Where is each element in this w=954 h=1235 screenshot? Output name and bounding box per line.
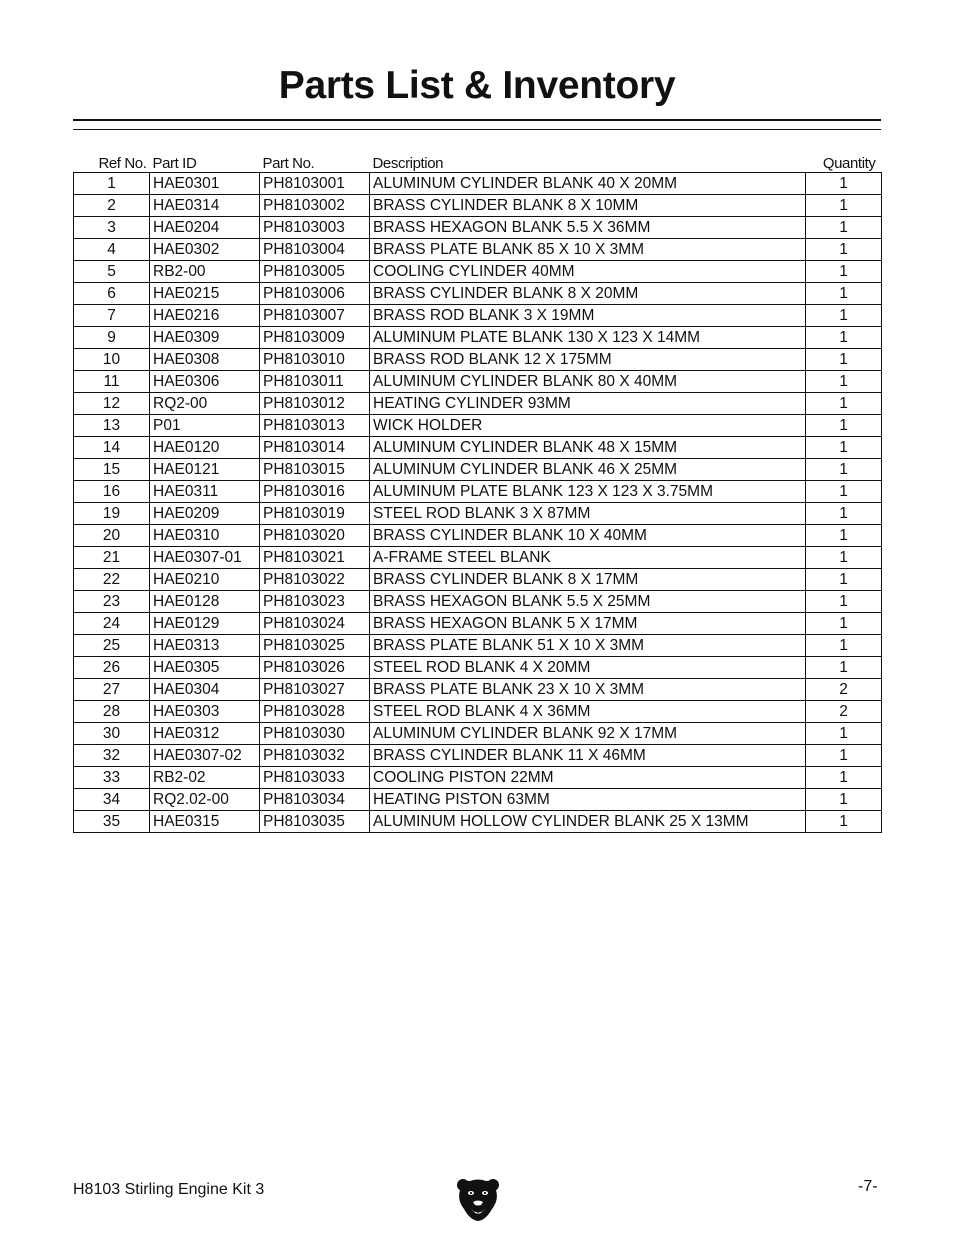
cell-ref: 20 <box>74 525 150 547</box>
cell-description: STEEL ROD BLANK 4 X 20MM <box>370 657 806 679</box>
cell-part-no: PH8103021 <box>260 547 370 569</box>
cell-part-id: HAE0305 <box>150 657 260 679</box>
cell-ref: 22 <box>74 569 150 591</box>
table-row <box>74 393 882 415</box>
cell-description: ALUMINUM CYLINDER BLANK 92 X 17MM <box>370 723 806 745</box>
cell-ref: 11 <box>74 371 150 393</box>
cell-quantity: 1 <box>806 283 882 305</box>
cell-ref: 27 <box>74 679 150 701</box>
cell-ref: 24 <box>74 613 150 635</box>
cell-part-no: PH8103027 <box>260 679 370 701</box>
cell-description: ALUMINUM PLATE BLANK 123 X 123 X 3.75MM <box>370 481 806 503</box>
footer-manual-title: H8103 Stirling Engine Kit 3 <box>73 1181 265 1198</box>
table-row <box>74 415 882 437</box>
cell-ref: 34 <box>74 789 150 811</box>
cell-part-id: HAE0310 <box>150 525 260 547</box>
cell-quantity: 1 <box>806 547 882 569</box>
cell-quantity: 1 <box>806 635 882 657</box>
cell-ref: 35 <box>74 811 150 833</box>
table-row <box>74 503 882 525</box>
cell-ref: 5 <box>74 261 150 283</box>
cell-part-id: RQ2.02-00 <box>150 789 260 811</box>
cell-description: BRASS HEXAGON BLANK 5 X 17MM <box>370 613 806 635</box>
parts-table-body <box>74 173 882 833</box>
column-header-quantity: Quantity <box>822 155 876 172</box>
table-row <box>74 261 882 283</box>
table-row <box>74 195 882 217</box>
cell-ref: 2 <box>74 195 150 217</box>
table-row <box>74 217 882 239</box>
cell-part-no: PH8103024 <box>260 613 370 635</box>
cell-ref: 7 <box>74 305 150 327</box>
cell-description: BRASS CYLINDER BLANK 8 X 10MM <box>370 195 806 217</box>
cell-description: BRASS HEXAGON BLANK 5.5 X 25MM <box>370 591 806 613</box>
cell-part-no: PH8103035 <box>260 811 370 833</box>
cell-ref: 4 <box>74 239 150 261</box>
table-row <box>74 525 882 547</box>
cell-quantity: 1 <box>806 525 882 547</box>
cell-description: BRASS CYLINDER BLANK 10 X 40MM <box>370 525 806 547</box>
cell-part-no: PH8103028 <box>260 701 370 723</box>
cell-ref: 15 <box>74 459 150 481</box>
cell-quantity: 1 <box>806 745 882 767</box>
cell-quantity: 1 <box>806 811 882 833</box>
cell-description: BRASS ROD BLANK 3 X 19MM <box>370 305 806 327</box>
cell-quantity: 1 <box>806 393 882 415</box>
cell-quantity: 1 <box>806 569 882 591</box>
column-header-description: Description <box>372 155 444 172</box>
table-row <box>74 789 882 811</box>
cell-description: BRASS CYLINDER BLANK 8 X 20MM <box>370 283 806 305</box>
cell-part-id: HAE0215 <box>150 283 260 305</box>
cell-quantity: 1 <box>806 261 882 283</box>
cell-part-id: RQ2-00 <box>150 393 260 415</box>
cell-part-id: HAE0209 <box>150 503 260 525</box>
table-row <box>74 547 882 569</box>
cell-part-id: HAE0210 <box>150 569 260 591</box>
cell-part-id: HAE0306 <box>150 371 260 393</box>
cell-description: BRASS HEXAGON BLANK 5.5 X 36MM <box>370 217 806 239</box>
cell-quantity: 1 <box>806 305 882 327</box>
cell-ref: 9 <box>74 327 150 349</box>
cell-part-id: HAE0307-02 <box>150 745 260 767</box>
cell-description: BRASS PLATE BLANK 85 X 10 X 3MM <box>370 239 806 261</box>
table-row <box>74 767 882 789</box>
cell-part-no: PH8103012 <box>260 393 370 415</box>
table-row <box>74 745 882 767</box>
cell-part-no: PH8103004 <box>260 239 370 261</box>
cell-ref: 21 <box>74 547 150 569</box>
cell-description: HEATING CYLINDER 93MM <box>370 393 806 415</box>
cell-ref: 33 <box>74 767 150 789</box>
cell-description: A-FRAME STEEL BLANK <box>370 547 806 569</box>
table-row <box>74 305 882 327</box>
cell-part-no: PH8103011 <box>260 371 370 393</box>
cell-part-no: PH8103003 <box>260 217 370 239</box>
cell-part-id: RB2-00 <box>150 261 260 283</box>
cell-ref: 23 <box>74 591 150 613</box>
cell-part-id: HAE0313 <box>150 635 260 657</box>
table-row <box>74 349 882 371</box>
table-row <box>74 327 882 349</box>
cell-ref: 19 <box>74 503 150 525</box>
page-title: Parts List & Inventory <box>278 64 676 107</box>
cell-ref: 12 <box>74 393 150 415</box>
cell-description: COOLING CYLINDER 40MM <box>370 261 806 283</box>
cell-quantity: 1 <box>806 173 882 195</box>
cell-part-no: PH8103010 <box>260 349 370 371</box>
table-row <box>74 811 882 833</box>
cell-part-id: HAE0307-01 <box>150 547 260 569</box>
cell-part-id: HAE0303 <box>150 701 260 723</box>
cell-part-no: PH8103026 <box>260 657 370 679</box>
cell-part-id: HAE0315 <box>150 811 260 833</box>
cell-description: COOLING PISTON 22MM <box>370 767 806 789</box>
table-row <box>74 657 882 679</box>
cell-part-no: PH8103020 <box>260 525 370 547</box>
cell-description: BRASS PLATE BLANK 23 X 10 X 3MM <box>370 679 806 701</box>
table-row <box>74 679 882 701</box>
cell-part-id: HAE0129 <box>150 613 260 635</box>
cell-ref: 16 <box>74 481 150 503</box>
table-row <box>74 613 882 635</box>
column-header-part-id: Part ID <box>152 155 197 172</box>
cell-ref: 13 <box>74 415 150 437</box>
title-rule-top <box>73 119 881 121</box>
cell-quantity: 1 <box>806 503 882 525</box>
page-number: -7- <box>858 1178 878 1195</box>
cell-part-id: HAE0204 <box>150 217 260 239</box>
cell-ref: 30 <box>74 723 150 745</box>
cell-ref: 10 <box>74 349 150 371</box>
cell-part-no: PH8103034 <box>260 789 370 811</box>
cell-part-id: HAE0312 <box>150 723 260 745</box>
table-row <box>74 173 882 195</box>
title-rule-bottom <box>73 129 881 130</box>
table-row <box>74 283 882 305</box>
cell-description: ALUMINUM CYLINDER BLANK 40 X 20MM <box>370 173 806 195</box>
cell-part-no: PH8103007 <box>260 305 370 327</box>
cell-part-id: P01 <box>150 415 260 437</box>
cell-part-id: HAE0301 <box>150 173 260 195</box>
parts-table <box>73 150 882 833</box>
cell-part-no: PH8103023 <box>260 591 370 613</box>
cell-description: ALUMINUM HOLLOW CYLINDER BLANK 25 X 13MM <box>370 811 806 833</box>
cell-part-id: HAE0314 <box>150 195 260 217</box>
cell-part-id: HAE0121 <box>150 459 260 481</box>
table-row <box>74 569 882 591</box>
table-row <box>74 723 882 745</box>
cell-quantity: 1 <box>806 789 882 811</box>
cell-quantity: 1 <box>806 657 882 679</box>
cell-ref: 1 <box>74 173 150 195</box>
cell-part-no: PH8103014 <box>260 437 370 459</box>
cell-part-no: PH8103005 <box>260 261 370 283</box>
cell-quantity: 1 <box>806 327 882 349</box>
table-row <box>74 459 882 481</box>
cell-description: STEEL ROD BLANK 4 X 36MM <box>370 701 806 723</box>
cell-part-no: PH8103030 <box>260 723 370 745</box>
cell-description: ALUMINUM PLATE BLANK 130 X 123 X 14MM <box>370 327 806 349</box>
cell-part-no: PH8103025 <box>260 635 370 657</box>
cell-quantity: 1 <box>806 217 882 239</box>
cell-part-no: PH8103002 <box>260 195 370 217</box>
cell-description: ALUMINUM CYLINDER BLANK 48 X 15MM <box>370 437 806 459</box>
table-header-row <box>74 150 882 173</box>
cell-part-id: HAE0302 <box>150 239 260 261</box>
cell-description: BRASS CYLINDER BLANK 8 X 17MM <box>370 569 806 591</box>
column-header-ref: Ref No. <box>98 155 147 172</box>
cell-ref: 14 <box>74 437 150 459</box>
cell-part-id: HAE0120 <box>150 437 260 459</box>
cell-ref: 26 <box>74 657 150 679</box>
cell-description: HEATING PISTON 63MM <box>370 789 806 811</box>
cell-quantity: 1 <box>806 349 882 371</box>
cell-description: ALUMINUM CYLINDER BLANK 46 X 25MM <box>370 459 806 481</box>
cell-ref: 3 <box>74 217 150 239</box>
cell-quantity: 1 <box>806 723 882 745</box>
cell-quantity: 1 <box>806 415 882 437</box>
cell-part-id: HAE0216 <box>150 305 260 327</box>
cell-quantity: 2 <box>806 701 882 723</box>
cell-part-id: HAE0311 <box>150 481 260 503</box>
cell-quantity: 1 <box>806 613 882 635</box>
table-row <box>74 437 882 459</box>
cell-ref: 28 <box>74 701 150 723</box>
cell-part-no: PH8103001 <box>260 173 370 195</box>
column-header-part-no: Part No. <box>262 155 315 172</box>
cell-description: ALUMINUM CYLINDER BLANK 80 X 40MM <box>370 371 806 393</box>
table-row <box>74 701 882 723</box>
cell-description: WICK HOLDER <box>370 415 806 437</box>
cell-description: STEEL ROD BLANK 3 X 87MM <box>370 503 806 525</box>
cell-part-id: HAE0309 <box>150 327 260 349</box>
cell-part-no: PH8103016 <box>260 481 370 503</box>
cell-ref: 25 <box>74 635 150 657</box>
table-row <box>74 239 882 261</box>
cell-part-no: PH8103009 <box>260 327 370 349</box>
cell-quantity: 1 <box>806 437 882 459</box>
cell-description: BRASS ROD BLANK 12 X 175MM <box>370 349 806 371</box>
cell-quantity: 2 <box>806 679 882 701</box>
cell-part-no: PH8103006 <box>260 283 370 305</box>
cell-quantity: 1 <box>806 371 882 393</box>
cell-description: BRASS PLATE BLANK 51 X 10 X 3MM <box>370 635 806 657</box>
cell-quantity: 1 <box>806 195 882 217</box>
cell-ref: 6 <box>74 283 150 305</box>
table-row <box>74 371 882 393</box>
cell-quantity: 1 <box>806 591 882 613</box>
cell-quantity: 1 <box>806 239 882 261</box>
cell-part-no: PH8103015 <box>260 459 370 481</box>
table-row <box>74 481 882 503</box>
table-row <box>74 591 882 613</box>
cell-part-no: PH8103013 <box>260 415 370 437</box>
cell-quantity: 1 <box>806 459 882 481</box>
cell-quantity: 1 <box>806 481 882 503</box>
cell-part-id: RB2-02 <box>150 767 260 789</box>
table-row <box>74 635 882 657</box>
cell-quantity: 1 <box>806 767 882 789</box>
cell-part-id: HAE0128 <box>150 591 260 613</box>
cell-part-no: PH8103033 <box>260 767 370 789</box>
bear-head-icon <box>456 1176 500 1222</box>
cell-part-no: PH8103022 <box>260 569 370 591</box>
cell-description: BRASS CYLINDER BLANK 11 X 46MM <box>370 745 806 767</box>
cell-part-no: PH8103032 <box>260 745 370 767</box>
cell-part-id: HAE0308 <box>150 349 260 371</box>
cell-ref: 32 <box>74 745 150 767</box>
cell-part-no: PH8103019 <box>260 503 370 525</box>
cell-part-id: HAE0304 <box>150 679 260 701</box>
